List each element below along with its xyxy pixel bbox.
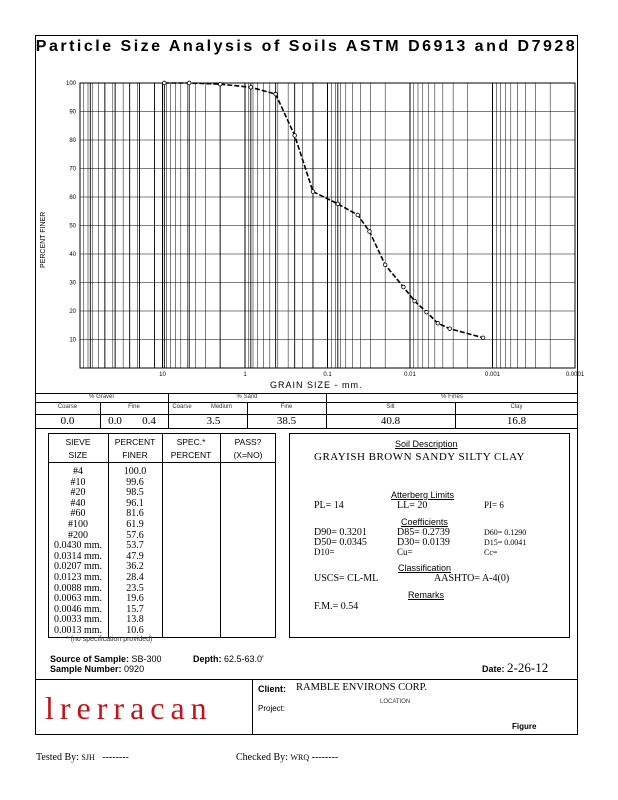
grain-size-chart — [35, 58, 585, 393]
report-title: Particle Size Analysis of Soils ASTM D6913 and D7928 — [35, 38, 578, 55]
tested-label: Tested By: — [36, 752, 79, 763]
y-tick-label: 100 — [65, 81, 76, 87]
medium-sand-header: Medium — [210, 404, 233, 410]
coarse-gravel-value: 0.0 — [60, 415, 75, 427]
y-tick-label: 10 — [69, 337, 76, 344]
depth-value: 62.5-63.0' — [224, 654, 264, 664]
sieve-size: 0.0123 mm. — [53, 572, 103, 583]
data-point — [187, 81, 191, 85]
coarse-gravel-header: Coarse — [57, 404, 78, 410]
chart-y-axis-label: PERCENT FINER — [40, 211, 47, 268]
data-point — [436, 321, 440, 325]
finer-header: FINER — [122, 450, 148, 460]
percent-finer: 15.7 — [126, 603, 144, 615]
series-line — [164, 83, 483, 338]
y-tick-label: 80 — [69, 138, 76, 144]
coarse-sand-header: Coarse — [172, 404, 192, 410]
company-logo: lrerracan — [45, 690, 213, 726]
medium-sand-value: 3.5 — [206, 415, 221, 427]
fines-header: % Fines — [441, 394, 463, 400]
percent-finer: 57.6 — [126, 529, 144, 541]
silt-value: 40.8 — [380, 415, 401, 427]
sieve-size: 0.0046 mm. — [53, 603, 103, 615]
data-point — [368, 230, 372, 234]
aashto-classification: AASHTO= A-4(0) — [434, 573, 510, 584]
sieve-header: SIEVE — [65, 437, 91, 447]
data-point — [425, 310, 429, 314]
plasticity-index: PI= 6 — [484, 500, 504, 510]
data-point — [356, 213, 360, 217]
gravel-header: % Gravel — [89, 394, 114, 400]
sample-depth — [193, 654, 264, 664]
y-tick-label: 60 — [69, 195, 76, 201]
sample-number-value: 0920 — [124, 664, 145, 674]
cc-value: Cc= — [484, 548, 498, 557]
chart-y-ticks — [66, 81, 77, 344]
data-point — [448, 327, 452, 331]
x-tick-label: 1 — [243, 372, 247, 378]
source-label: Source of Sample: — [50, 654, 130, 664]
divider — [35, 679, 578, 680]
sieve-size: 0.0088 mm. — [53, 582, 103, 594]
checked-value: WRQ — [290, 753, 310, 762]
x-tick-label: 0.0001 — [565, 372, 585, 378]
silt-header: Silt — [386, 404, 395, 410]
data-point — [274, 92, 278, 96]
client-value: RAMBLE ENVIRONS CORP. — [296, 682, 427, 693]
d50-value: D50= 0.0345 — [314, 537, 367, 548]
divider — [35, 428, 578, 429]
sieve-size: 0.0430 mm. — [53, 540, 103, 552]
percent-finer: 13.8 — [126, 614, 144, 626]
checked-by — [236, 752, 338, 763]
divider — [252, 679, 253, 735]
plastic-limit: PL= 14 — [314, 500, 344, 511]
signature-line: -------- — [311, 752, 339, 763]
x-tick-label: 0.001 — [484, 372, 501, 378]
percent-finer: 96.1 — [126, 497, 144, 509]
classification-label: Classification — [398, 563, 452, 573]
uscs-classification: USCS= CL-ML — [314, 573, 379, 584]
d60-value: D60= 0.1290 — [484, 528, 527, 537]
data-point — [163, 81, 167, 85]
remarks-label: Remarks — [408, 590, 445, 600]
y-tick-label: 30 — [69, 280, 76, 287]
sieve-size: #40 — [70, 497, 86, 509]
y-tick-label: 70 — [69, 166, 76, 173]
chart-grid — [80, 83, 575, 368]
y-tick-label: 90 — [69, 109, 76, 116]
sieve-size: #10 — [70, 476, 86, 488]
x-tick-label: 0.01 — [404, 372, 416, 378]
sieve-size: 0.0063 mm. — [53, 593, 103, 605]
data-point — [383, 263, 387, 267]
data-point — [402, 285, 406, 289]
figure-label: Figure — [512, 722, 537, 731]
percent-finer: 81.6 — [126, 508, 144, 520]
sample-number — [50, 664, 144, 674]
fine-sand-header: Fine — [280, 404, 293, 410]
d10-value: D10= — [314, 547, 335, 557]
data-point — [413, 299, 417, 303]
percent-finer: 61.9 — [126, 519, 144, 530]
d15-value: D15= 0.0041 — [484, 538, 527, 547]
date-value: 2-26-12 — [507, 660, 549, 675]
date-label: Date: — [482, 664, 505, 674]
signature-line: -------- — [97, 752, 129, 763]
y-tick-label: 50 — [69, 223, 76, 230]
source-value: SB-300 — [131, 654, 162, 664]
percent-finer: 10.6 — [126, 625, 144, 636]
d30-value: D30= 0.0139 — [397, 537, 450, 548]
sieve-size: #4 — [73, 466, 83, 477]
data-point — [481, 336, 485, 340]
cu-value: Cu= — [397, 547, 413, 557]
percent-finer: 23.5 — [126, 582, 144, 594]
divider — [35, 402, 578, 403]
coefficients-label: Coefficients — [401, 517, 448, 527]
clay-header: Clay — [510, 404, 523, 410]
pass-xno-header: (X=NO) — [233, 450, 263, 460]
fine-gravel-header: Fine — [128, 404, 140, 410]
sieve-size: #100 — [68, 519, 88, 530]
sieve-size: 0.0033 mm. — [53, 614, 103, 626]
y-tick-label: 40 — [69, 252, 76, 258]
sample-date — [482, 660, 548, 676]
sieve-size: #60 — [70, 508, 86, 520]
liquid-limit: LL= 20 — [397, 500, 428, 511]
data-point — [249, 85, 253, 89]
percent-finer: 28.4 — [126, 572, 144, 583]
spec-header: SPEC.* — [176, 437, 206, 447]
soil-description-label: Soil Description — [395, 439, 458, 449]
sieve-size: 0.0013 mm. — [53, 625, 103, 636]
x-tick-label: 10 — [159, 372, 166, 378]
sieve-size: 0.0207 mm. — [53, 561, 103, 573]
sample-number-label: Sample Number: — [50, 664, 122, 674]
clay-value: 16.8 — [506, 415, 527, 427]
fineness-modulus: F.M.= 0.54 — [314, 601, 359, 612]
atterberg-label: Atterberg Limits — [391, 490, 455, 500]
percent-finer: 98.5 — [126, 487, 144, 499]
coarse-sand-value: 0.4 — [142, 415, 156, 427]
percent-finer: 53.7 — [126, 540, 144, 552]
tested-by — [36, 752, 129, 763]
percent-finer: 100.0 — [123, 466, 147, 477]
y-tick-label: 20 — [69, 309, 76, 315]
data-point — [311, 190, 315, 194]
spec-percent-header: PERCENT — [170, 450, 212, 460]
depth-label: Depth: — [193, 654, 222, 664]
fine-gravel-value: 0.0 — [108, 415, 122, 427]
percent-finer: 19.6 — [126, 593, 144, 605]
chart-x-axis-label: GRAIN SIZE - mm. — [270, 380, 363, 390]
checked-label: Checked By: — [236, 752, 288, 763]
data-point — [218, 82, 222, 86]
client-label: Client: — [258, 684, 286, 694]
source-of-sample — [50, 654, 162, 664]
percent-header: PERCENT — [114, 437, 156, 447]
sand-header: % Sand — [236, 394, 258, 400]
data-point — [336, 202, 340, 206]
sieve-size: #20 — [70, 487, 86, 499]
d90-value: D90= 0.3201 — [314, 527, 367, 538]
chart-x-ticks — [159, 372, 585, 378]
x-tick-label: 0.1 — [323, 372, 332, 378]
d85-value: D85= 0.2739 — [397, 527, 450, 538]
percent-finer: 99.6 — [126, 476, 144, 488]
sieve-size: 0.0314 mm. — [53, 550, 103, 562]
tested-value: SJH — [81, 753, 95, 762]
data-point — [293, 134, 297, 138]
size-header: SIZE — [68, 450, 88, 460]
spec-footnote: * (no specification provided) — [66, 636, 153, 643]
location-value: LOCATION — [380, 699, 411, 705]
percent-finer: 36.2 — [126, 561, 144, 573]
divider — [220, 433, 221, 638]
chart-series — [163, 81, 485, 339]
soil-description: GRAYISH BROWN SANDY SILTY CLAY — [314, 451, 525, 463]
fine-sand-value: 38.5 — [276, 415, 297, 427]
divider — [162, 433, 163, 638]
sieve-size: #200 — [68, 529, 88, 541]
pass-header: PASS? — [234, 437, 262, 447]
project-label: Project: — [258, 704, 286, 713]
percent-finer: 47.9 — [126, 550, 144, 562]
